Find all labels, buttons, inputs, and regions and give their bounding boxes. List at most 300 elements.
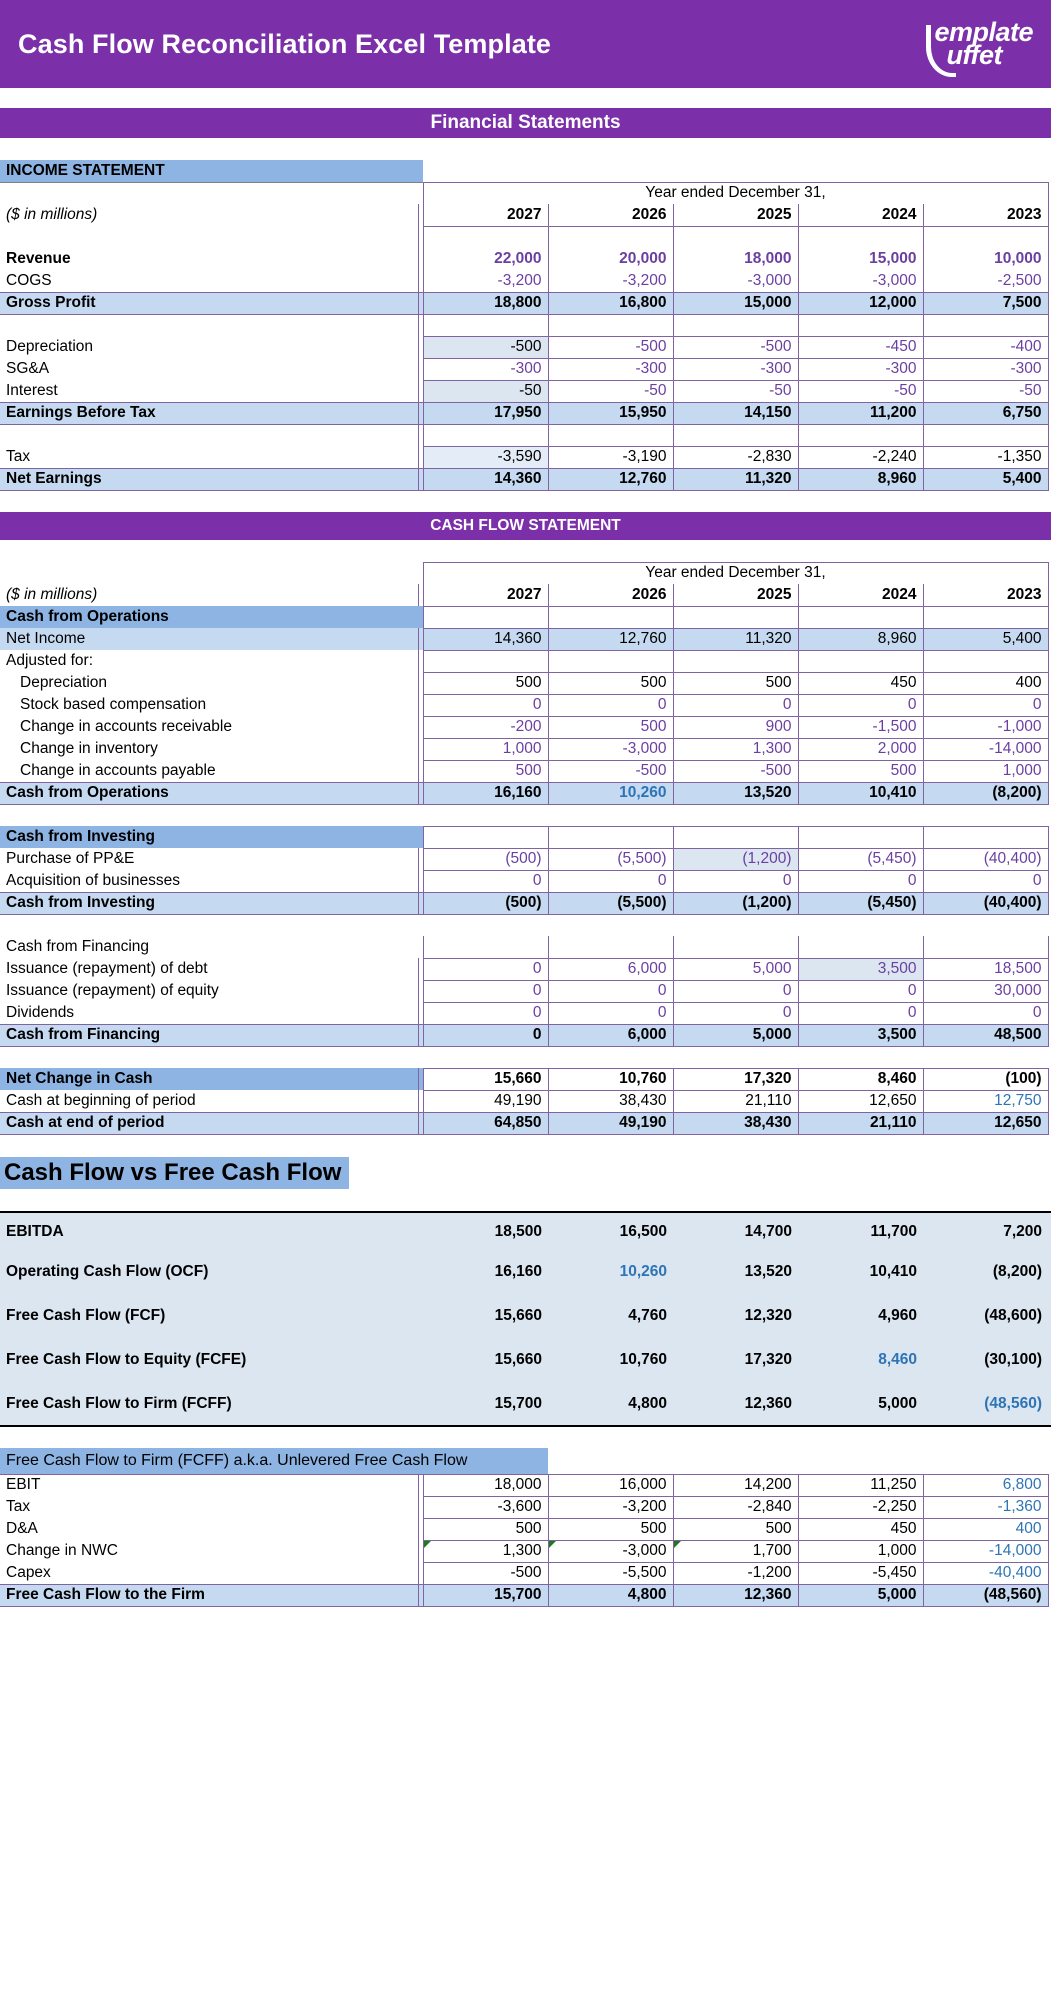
cell-value[interactable]: (5,450) xyxy=(798,848,923,870)
brand-logo xyxy=(928,17,1033,70)
period-header: Year ended December 31, xyxy=(423,182,1048,204)
income-statement-header-row xyxy=(0,160,1051,182)
row-label: Stock based compensation xyxy=(20,696,207,713)
cell-value[interactable]: 17,950 xyxy=(423,402,548,424)
cell-value[interactable]: -300 xyxy=(923,358,1048,380)
title-bar xyxy=(0,0,1051,88)
cf-year-header-2023: 2023 xyxy=(923,584,1048,606)
cell-value[interactable]: 0 xyxy=(423,1024,548,1046)
income-statement-title: INCOME STATEMENT xyxy=(0,160,423,182)
cell-value[interactable]: -400 xyxy=(923,336,1048,358)
cell-value[interactable]: 500 xyxy=(548,1518,673,1540)
fcff-breakdown-title: Free Cash Flow to Firm (FCFF) a.k.a. Unlevered Free Cash Flow xyxy=(0,1448,548,1474)
table-row xyxy=(0,1250,1051,1294)
cell-value[interactable]: 5,000 xyxy=(798,1382,923,1426)
table-row xyxy=(0,1294,1051,1338)
cell-value[interactable]: -3,000 xyxy=(548,1540,673,1562)
fcff-breakdown-table xyxy=(0,1448,1051,1607)
cell-value[interactable]: 49,190 xyxy=(548,1112,673,1134)
cash-flow-statement-table xyxy=(0,540,1051,1156)
cell-value[interactable]: -2,500 xyxy=(923,270,1048,292)
cell-value[interactable]: 16,000 xyxy=(548,1474,673,1496)
cell-value[interactable]: 500 xyxy=(673,672,798,694)
cell-value[interactable]: 0 xyxy=(548,980,673,1002)
cell-value[interactable]: 15,000 xyxy=(798,248,923,270)
cell-value[interactable]: 400 xyxy=(923,672,1048,694)
row-label: Free Cash Flow to Firm (FCFF) xyxy=(0,1382,418,1426)
cell-value[interactable]: -1,360 xyxy=(923,1496,1048,1518)
cell-value[interactable]: 21,110 xyxy=(798,1112,923,1134)
row-label: Issuance (repayment) of debt xyxy=(6,960,208,977)
table-row xyxy=(0,1212,1051,1250)
cell-value[interactable]: 1,700 xyxy=(673,1540,798,1562)
cell-value[interactable]: -50 xyxy=(923,380,1048,402)
cell-value[interactable]: 0 xyxy=(423,870,548,892)
cell-value[interactable]: -5,450 xyxy=(798,1562,923,1584)
table-row xyxy=(0,848,1051,870)
table-row xyxy=(0,1584,1051,1606)
cell-value[interactable]: 6,800 xyxy=(923,1474,1048,1496)
cf-financing-title: Cash from Financing xyxy=(6,938,150,955)
cell-value[interactable]: 3,500 xyxy=(798,1024,923,1046)
cell-value[interactable]: 11,250 xyxy=(798,1474,923,1496)
cell-value[interactable]: -5,500 xyxy=(548,1562,673,1584)
cell-value[interactable]: 12,760 xyxy=(548,628,673,650)
table-row xyxy=(0,1518,1051,1540)
row-label: Net Income xyxy=(0,628,418,650)
row-label: Change in NWC xyxy=(6,1542,118,1559)
cell-value[interactable]: (40,400) xyxy=(923,848,1048,870)
blank-row xyxy=(0,314,1051,336)
cell-value[interactable]: -1,350 xyxy=(923,446,1048,468)
row-label: Free Cash Flow to Equity (FCFE) xyxy=(0,1338,418,1382)
cell-value[interactable]: 0 xyxy=(923,870,1048,892)
cell-value[interactable]: 8,460 xyxy=(798,1068,923,1090)
cell-value[interactable]: (100) xyxy=(923,1068,1048,1090)
table-row xyxy=(0,738,1051,760)
year-header-2027: 2027 xyxy=(423,204,548,226)
units-label: ($ in millions) xyxy=(6,206,98,223)
table-row xyxy=(0,1496,1051,1518)
row-label: Free Cash Flow (FCF) xyxy=(0,1294,418,1338)
cell-value[interactable]: 18,000 xyxy=(673,248,798,270)
row-label: Cash from Investing xyxy=(0,892,418,914)
row-label: Cash from Operations xyxy=(0,782,418,804)
cell-value[interactable]: (30,100) xyxy=(923,1338,1048,1382)
cell-value[interactable]: 14,200 xyxy=(673,1474,798,1496)
cell-value[interactable]: 1,300 xyxy=(673,738,798,760)
row-label: Tax xyxy=(6,1498,31,1515)
cell-value[interactable]: 0 xyxy=(923,1002,1048,1024)
cell-value[interactable]: 5,000 xyxy=(798,1584,923,1606)
cf-units-label: ($ in millions) xyxy=(6,586,98,603)
cell-value[interactable]: -3,190 xyxy=(548,446,673,468)
cell-value[interactable]: -200 xyxy=(423,716,548,738)
table-row xyxy=(0,1382,1051,1426)
table-row xyxy=(0,468,1051,490)
row-label: Net Change in Cash xyxy=(0,1068,418,1090)
cell-value[interactable]: 8,960 xyxy=(798,468,923,490)
table-row xyxy=(0,716,1051,738)
page-title: Cash Flow Reconciliation Excel Template xyxy=(18,28,552,59)
cell-value[interactable]: 12,650 xyxy=(798,1090,923,1112)
cell-value[interactable]: 500 xyxy=(673,1518,798,1540)
cell-value[interactable]: -500 xyxy=(673,336,798,358)
cell-value[interactable]: -50 xyxy=(798,380,923,402)
cell-value[interactable]: -300 xyxy=(423,358,548,380)
cell-value[interactable]: 12,760 xyxy=(548,468,673,490)
row-label: Depreciation xyxy=(6,338,94,355)
cell-value[interactable]: 12,650 xyxy=(923,1112,1048,1134)
cf-column-header-row xyxy=(0,584,1051,606)
cell-value[interactable]: 0 xyxy=(798,870,923,892)
cell-value[interactable]: 16,800 xyxy=(548,292,673,314)
cell-value[interactable]: 64,850 xyxy=(423,1112,548,1134)
cell-value[interactable]: 0 xyxy=(548,870,673,892)
cash-flow-statement-banner: CASH FLOW STATEMENT xyxy=(0,512,1051,540)
income-statement-table xyxy=(0,138,1051,512)
cell-value[interactable]: 22,000 xyxy=(423,248,548,270)
cell-value[interactable]: 0 xyxy=(798,1002,923,1024)
cell-value[interactable]: 0 xyxy=(423,1002,548,1024)
spacer xyxy=(0,88,1051,108)
table-row xyxy=(0,248,1051,270)
cell-value[interactable]: 10,760 xyxy=(548,1338,673,1382)
cell-value[interactable]: -500 xyxy=(673,760,798,782)
cell-value[interactable]: (48,560) xyxy=(923,1382,1048,1426)
table-row xyxy=(0,870,1051,892)
year-header-2026: 2026 xyxy=(548,204,673,226)
cell-value[interactable]: -3,200 xyxy=(423,270,548,292)
row-label: Change in accounts receivable xyxy=(20,718,232,735)
cell-value[interactable]: -3,600 xyxy=(423,1496,548,1518)
cell-value[interactable]: 500 xyxy=(548,716,673,738)
cell-value[interactable]: -500 xyxy=(423,336,548,358)
adjusted-for-label: Adjusted for: xyxy=(6,652,94,669)
cell-value[interactable]: -3,000 xyxy=(548,738,673,760)
cell-value[interactable]: 14,360 xyxy=(423,468,548,490)
row-label: Operating Cash Flow (OCF) xyxy=(0,1250,418,1294)
cell-value[interactable]: 5,000 xyxy=(673,958,798,980)
column-header-row xyxy=(0,204,1051,226)
table-row xyxy=(0,270,1051,292)
table-row xyxy=(0,958,1051,980)
cell-value[interactable]: 30,000 xyxy=(923,980,1048,1002)
cell-value[interactable]: 5,400 xyxy=(923,628,1048,650)
cell-value[interactable]: 500 xyxy=(548,672,673,694)
cell-value[interactable]: -3,000 xyxy=(673,270,798,292)
table-row xyxy=(0,892,1051,914)
cell-value[interactable]: 11,700 xyxy=(798,1212,923,1250)
cell-value[interactable]: 450 xyxy=(798,672,923,694)
cell-value[interactable]: 15,660 xyxy=(423,1068,548,1090)
cell-value[interactable]: 1,000 xyxy=(798,1540,923,1562)
cell-value[interactable]: 0 xyxy=(548,1002,673,1024)
cf-financing-title-row xyxy=(0,936,1051,958)
cell-value[interactable]: -3,200 xyxy=(548,1496,673,1518)
table-row xyxy=(0,1090,1051,1112)
table-row xyxy=(0,760,1051,782)
logo-line-2: uffet xyxy=(946,40,1002,70)
cell-value[interactable]: -500 xyxy=(548,760,673,782)
cell-value[interactable]: 1,300 xyxy=(423,1540,548,1562)
table-row xyxy=(0,292,1051,314)
cell-value[interactable]: 11,320 xyxy=(673,628,798,650)
cell-value[interactable]: -1,200 xyxy=(673,1562,798,1584)
cell-value[interactable]: 1,000 xyxy=(423,738,548,760)
cell-value[interactable]: -450 xyxy=(798,336,923,358)
cell-value[interactable]: 8,460 xyxy=(798,1338,923,1382)
cell-value[interactable]: -40,400 xyxy=(923,1562,1048,1584)
cell-value[interactable]: 0 xyxy=(798,694,923,716)
cell-value[interactable]: 6,000 xyxy=(548,1024,673,1046)
cell-value[interactable]: -1,500 xyxy=(798,716,923,738)
cell-value[interactable]: (8,200) xyxy=(923,782,1048,804)
cell-value[interactable]: 6,750 xyxy=(923,402,1048,424)
cell-value[interactable]: 16,160 xyxy=(423,1250,548,1294)
cell-value[interactable]: 10,260 xyxy=(548,782,673,804)
row-label: Cash at end of period xyxy=(0,1112,418,1134)
cell-value[interactable]: 15,700 xyxy=(423,1584,548,1606)
table-row xyxy=(0,380,1051,402)
cell-value[interactable]: -300 xyxy=(548,358,673,380)
cell-value[interactable]: 12,360 xyxy=(673,1382,798,1426)
cf-investing-title: Cash from Investing xyxy=(0,826,423,848)
cell-value[interactable]: 10,410 xyxy=(798,1250,923,1294)
table-row xyxy=(0,1002,1051,1024)
cell-value[interactable]: 0 xyxy=(923,694,1048,716)
row-label: Issuance (repayment) of equity xyxy=(6,982,219,999)
row-label: SG&A xyxy=(6,360,50,377)
cell-value[interactable]: (1,200) xyxy=(673,848,798,870)
table-row xyxy=(0,1024,1051,1046)
row-label: Change in accounts payable xyxy=(20,761,216,779)
table-row xyxy=(0,628,1051,650)
table-row xyxy=(0,358,1051,380)
cell-value[interactable]: 13,520 xyxy=(673,782,798,804)
cell-value[interactable]: 4,800 xyxy=(548,1584,673,1606)
row-label: Gross Profit xyxy=(0,292,418,314)
cell-value[interactable]: -300 xyxy=(798,358,923,380)
cell-value[interactable]: 0 xyxy=(673,870,798,892)
cell-value[interactable]: -3,000 xyxy=(798,270,923,292)
table-row xyxy=(0,1068,1051,1090)
cell-value[interactable]: -500 xyxy=(423,1562,548,1584)
cell-value[interactable]: 11,200 xyxy=(798,402,923,424)
cell-value[interactable]: 12,360 xyxy=(673,1584,798,1606)
table-row xyxy=(0,650,1051,672)
cell-value[interactable]: 1,000 xyxy=(923,760,1048,782)
year-header-2023: 2023 xyxy=(923,204,1048,226)
cell-value[interactable]: 16,160 xyxy=(423,782,548,804)
cf-period-header: Year ended December 31, xyxy=(423,562,1048,584)
cell-value[interactable]: 4,760 xyxy=(548,1294,673,1338)
cell-value[interactable]: 0 xyxy=(548,694,673,716)
cell-value[interactable]: 12,000 xyxy=(798,292,923,314)
cf-year-header-2026: 2026 xyxy=(548,584,673,606)
cell-value[interactable]: (48,560) xyxy=(923,1584,1048,1606)
cell-value[interactable]: 10,410 xyxy=(798,782,923,804)
row-label: Cash from Financing xyxy=(0,1024,418,1046)
cell-value[interactable]: 10,000 xyxy=(923,248,1048,270)
cell-value[interactable]: 500 xyxy=(423,672,548,694)
row-label: D&A xyxy=(6,1520,38,1537)
cell-value[interactable]: -2,830 xyxy=(673,446,798,468)
cell-value[interactable]: 20,000 xyxy=(548,248,673,270)
cf-investing-title-row xyxy=(0,826,1051,848)
row-label: Change in inventory xyxy=(20,740,158,757)
financial-statements-banner: Financial Statements xyxy=(0,108,1051,138)
cell-value[interactable]: 14,700 xyxy=(673,1212,798,1250)
row-label: Cash at beginning of period xyxy=(6,1091,196,1109)
cell-value[interactable]: 16,500 xyxy=(548,1212,673,1250)
cell-value[interactable]: -300 xyxy=(673,358,798,380)
cell-value[interactable]: -14,000 xyxy=(923,738,1048,760)
logo-swoosh-icon xyxy=(926,25,956,77)
cell-value[interactable]: 5,400 xyxy=(923,468,1048,490)
cell-value[interactable]: 500 xyxy=(423,760,548,782)
cell-value[interactable]: 10,760 xyxy=(548,1068,673,1090)
cell-value[interactable]: 18,500 xyxy=(423,1212,548,1250)
cell-value[interactable]: 15,660 xyxy=(423,1294,548,1338)
row-label: Acquisition of businesses xyxy=(6,871,181,889)
cell-value[interactable]: -3,590 xyxy=(423,446,548,468)
cell-value[interactable]: (48,600) xyxy=(923,1294,1048,1338)
cell-value[interactable]: 7,500 xyxy=(923,292,1048,314)
cfvfcf-title-row xyxy=(0,1156,1051,1190)
row-label: Dividends xyxy=(6,1003,75,1021)
fcff-title-row xyxy=(0,1448,1051,1474)
cell-value[interactable]: (500) xyxy=(423,892,548,914)
blank-row xyxy=(0,226,1051,248)
cell-value[interactable]: 48,500 xyxy=(923,1024,1048,1046)
cell-value[interactable]: (500) xyxy=(423,848,548,870)
row-label: COGS xyxy=(6,271,52,289)
cell-value[interactable]: 18,800 xyxy=(423,292,548,314)
cf-year-header-2025: 2025 xyxy=(673,584,798,606)
cell-value[interactable]: -500 xyxy=(548,336,673,358)
table-row xyxy=(0,1540,1051,1562)
cf-year-header-2027: 2027 xyxy=(423,584,548,606)
logo-line-1: emplate xyxy=(934,17,1033,48)
year-header-2024: 2024 xyxy=(798,204,923,226)
cell-value[interactable]: 38,430 xyxy=(548,1090,673,1112)
cell-value[interactable]: (40,400) xyxy=(923,892,1048,914)
cell-value[interactable]: 0 xyxy=(423,694,548,716)
cell-value[interactable]: -14,000 xyxy=(923,1540,1048,1562)
cell-value[interactable]: -2,250 xyxy=(798,1496,923,1518)
table-row xyxy=(0,1474,1051,1496)
cell-value[interactable]: -50 xyxy=(423,380,548,402)
cell-value[interactable]: 8,960 xyxy=(798,628,923,650)
cell-value[interactable]: 500 xyxy=(798,760,923,782)
cell-value[interactable]: (8,200) xyxy=(923,1250,1048,1294)
table-row xyxy=(0,1338,1051,1382)
cell-value[interactable]: 17,320 xyxy=(673,1068,798,1090)
cell-value[interactable]: 10,260 xyxy=(548,1250,673,1294)
cf-year-header-2024: 2024 xyxy=(798,584,923,606)
row-label: Interest xyxy=(6,381,58,399)
cell-value[interactable]: -3,200 xyxy=(548,270,673,292)
cell-value[interactable]: 15,700 xyxy=(423,1382,548,1426)
cell-value[interactable]: -2,240 xyxy=(798,446,923,468)
cell-value[interactable]: 0 xyxy=(673,980,798,1002)
cash-flow-vs-fcf-title: Cash Flow vs Free Cash Flow xyxy=(0,1157,349,1189)
cell-value[interactable]: 5,000 xyxy=(673,1024,798,1046)
cell-value[interactable]: 0 xyxy=(673,694,798,716)
cell-value[interactable]: 7,200 xyxy=(923,1212,1048,1250)
cell-value[interactable]: 15,000 xyxy=(673,292,798,314)
cell-value[interactable]: 0 xyxy=(798,980,923,1002)
cell-value[interactable]: 4,960 xyxy=(798,1294,923,1338)
cell-value[interactable]: -1,000 xyxy=(923,716,1048,738)
cell-value[interactable]: (5,450) xyxy=(798,892,923,914)
cell-value[interactable]: -2,840 xyxy=(673,1496,798,1518)
table-row xyxy=(0,980,1051,1002)
cell-value[interactable]: 4,800 xyxy=(548,1382,673,1426)
cell-value[interactable]: 0 xyxy=(423,980,548,1002)
row-label: Purchase of PP&E xyxy=(6,850,135,867)
cell-value[interactable]: 13,520 xyxy=(673,1250,798,1294)
row-label: Earnings Before Tax xyxy=(0,402,418,424)
cell-value[interactable]: (1,200) xyxy=(673,892,798,914)
cell-value[interactable]: 14,360 xyxy=(423,628,548,650)
cell-value[interactable]: 12,320 xyxy=(673,1294,798,1338)
table-row xyxy=(0,402,1051,424)
cell-value[interactable]: 0 xyxy=(673,1002,798,1024)
table-row xyxy=(0,1562,1051,1584)
table-row xyxy=(0,336,1051,358)
cell-value[interactable]: 18,500 xyxy=(923,958,1048,980)
row-label: EBIT xyxy=(0,1474,418,1496)
cell-value[interactable]: 6,000 xyxy=(548,958,673,980)
cell-value[interactable]: 21,110 xyxy=(673,1090,798,1112)
cell-value[interactable]: 500 xyxy=(423,1518,548,1540)
cell-value[interactable]: 900 xyxy=(673,716,798,738)
cell-value[interactable]: 400 xyxy=(923,1518,1048,1540)
cell-value[interactable]: 49,190 xyxy=(423,1090,548,1112)
cash-flow-vs-fcf-table xyxy=(0,1156,1051,1448)
cf-operations-title: Cash from Operations xyxy=(0,606,423,628)
cell-value[interactable]: 15,660 xyxy=(423,1338,548,1382)
period-header-row xyxy=(0,182,1051,204)
cell-value[interactable]: 450 xyxy=(798,1518,923,1540)
row-label: Revenue xyxy=(6,250,71,267)
cell-value[interactable]: (5,500) xyxy=(548,892,673,914)
row-label: EBITDA xyxy=(0,1212,418,1250)
cell-value[interactable]: -50 xyxy=(548,380,673,402)
table-row xyxy=(0,446,1051,468)
cell-value[interactable]: 18,000 xyxy=(423,1474,548,1496)
cell-value[interactable]: (5,500) xyxy=(548,848,673,870)
cell-value[interactable]: 3,500 xyxy=(798,958,923,980)
table-row xyxy=(0,782,1051,804)
cell-value[interactable]: 12,750 xyxy=(923,1090,1048,1112)
cf-period-header-row xyxy=(0,562,1051,584)
cell-value[interactable]: 0 xyxy=(423,958,548,980)
table-row xyxy=(0,1112,1051,1134)
table-row xyxy=(0,694,1051,716)
cell-value[interactable]: 14,150 xyxy=(673,402,798,424)
cell-value[interactable]: 38,430 xyxy=(673,1112,798,1134)
cell-value[interactable]: 2,000 xyxy=(798,738,923,760)
cell-value[interactable]: 11,320 xyxy=(673,468,798,490)
year-header-2025: 2025 xyxy=(673,204,798,226)
cell-value[interactable]: 15,950 xyxy=(548,402,673,424)
cell-value[interactable]: -50 xyxy=(673,380,798,402)
blank-row xyxy=(0,424,1051,446)
cell-value[interactable]: 17,320 xyxy=(673,1338,798,1382)
